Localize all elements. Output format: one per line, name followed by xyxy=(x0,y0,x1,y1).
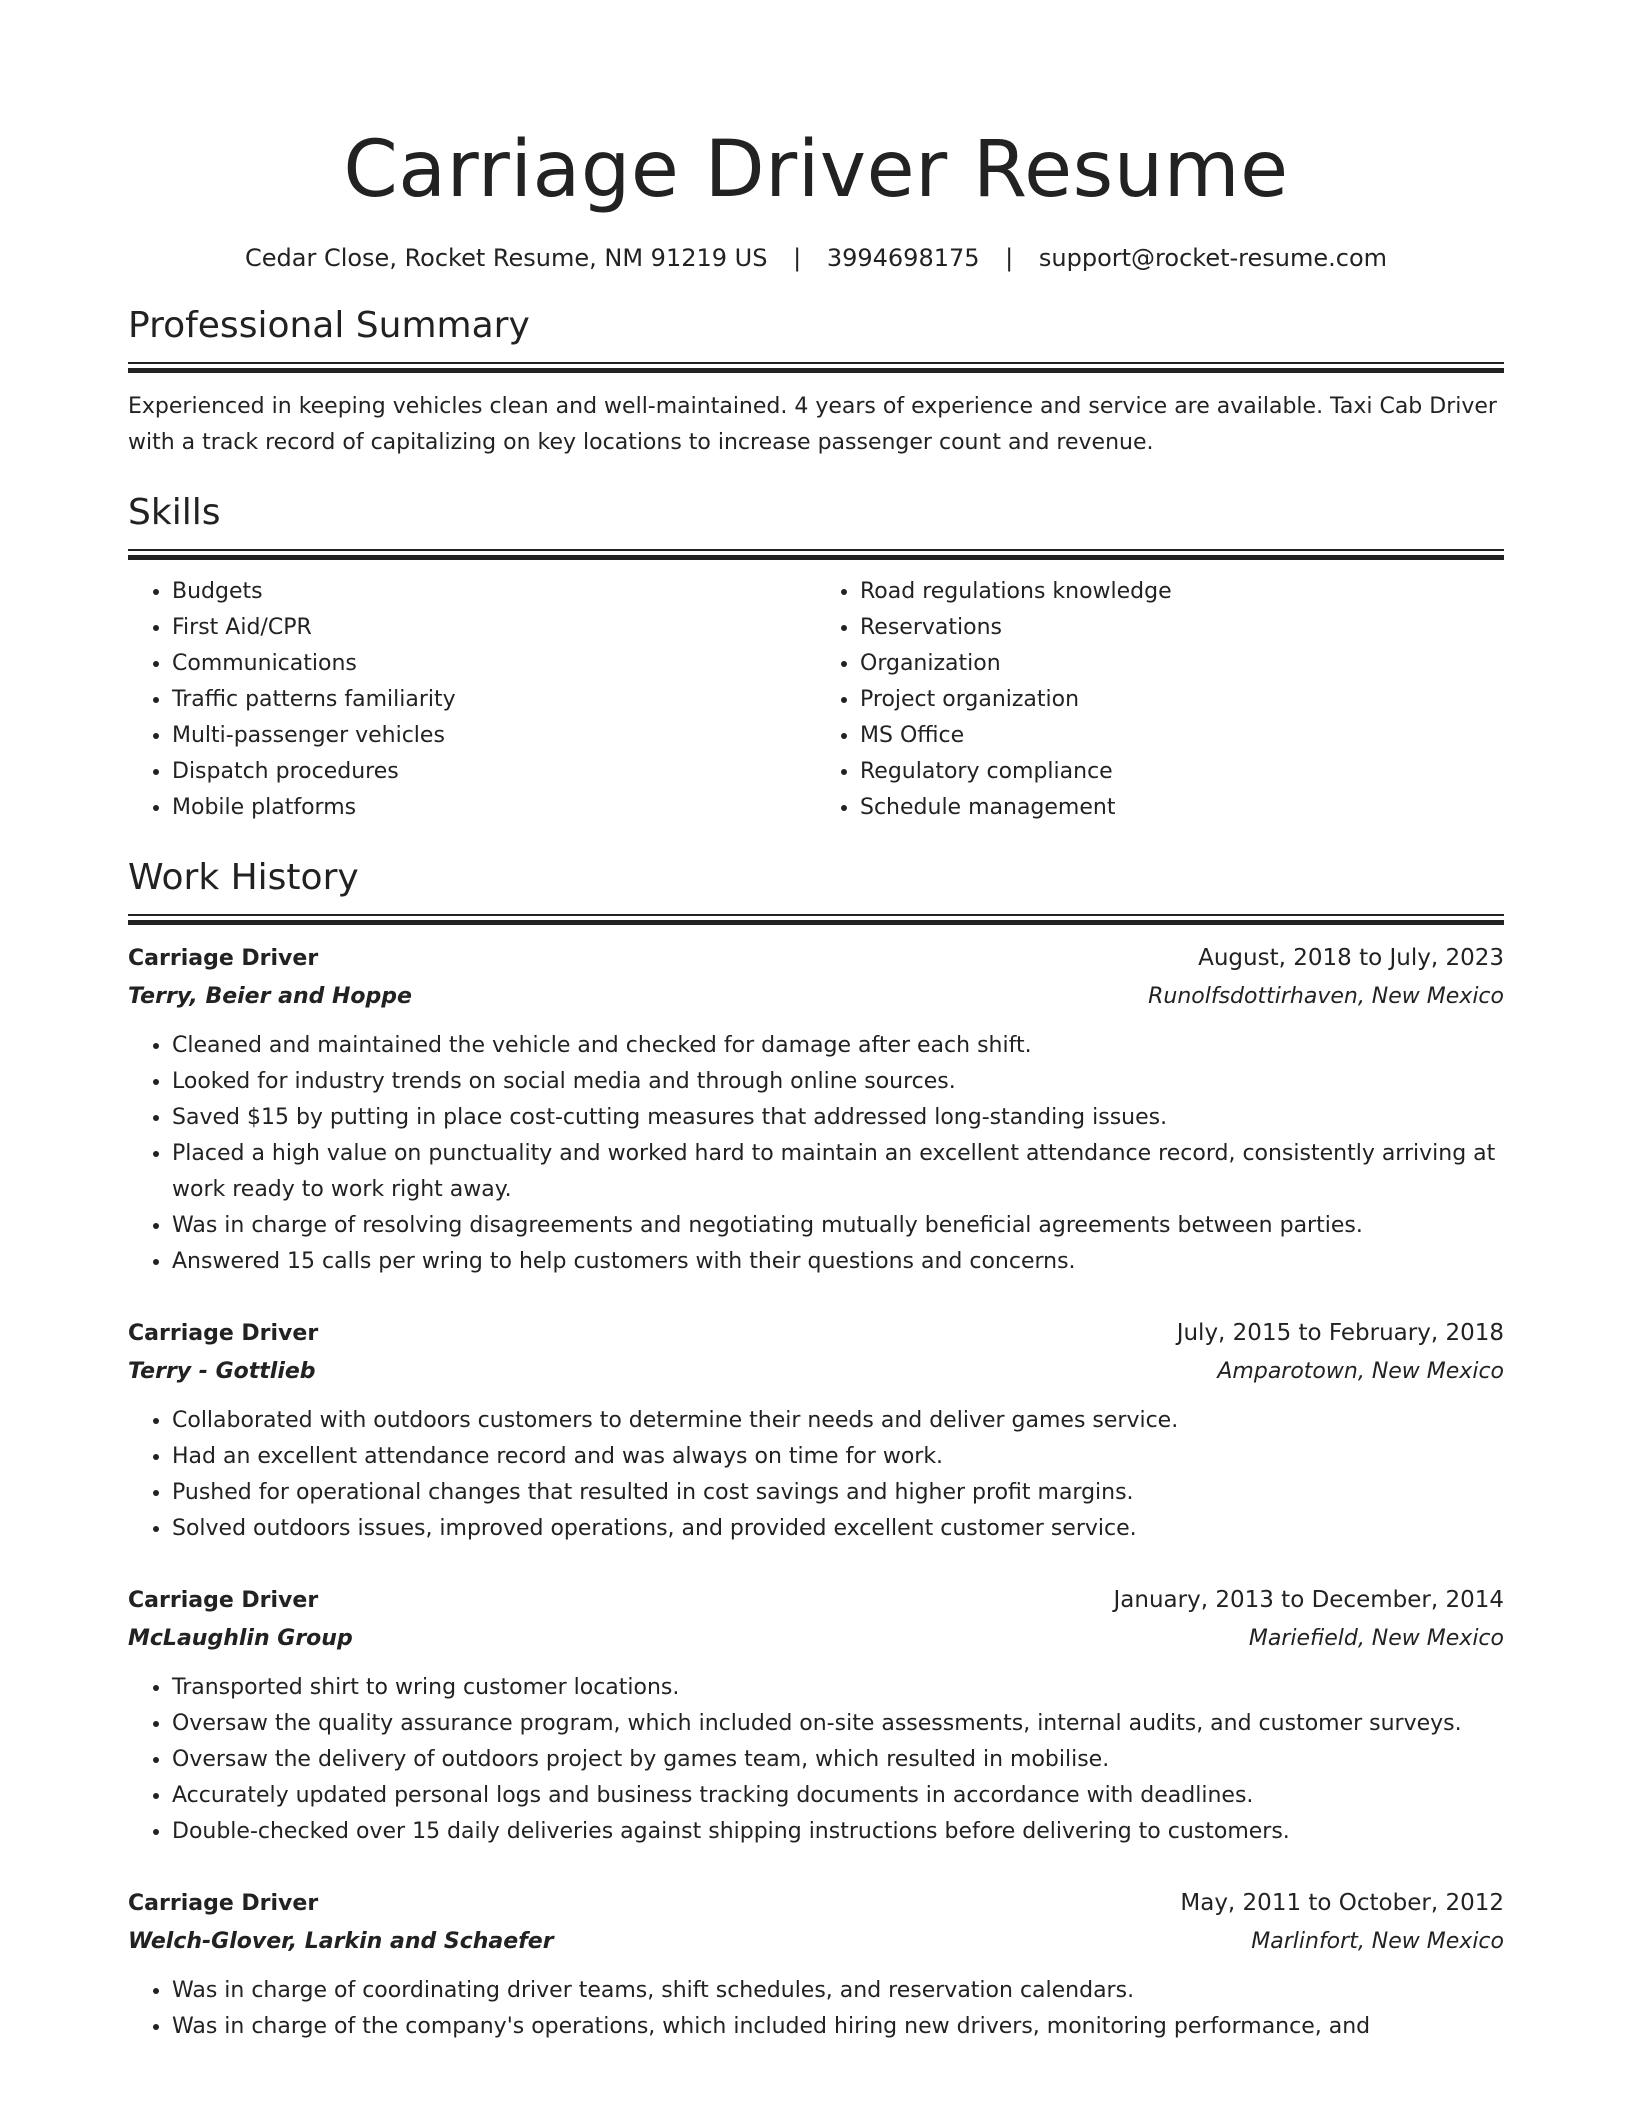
work-history-section xyxy=(128,856,1504,2045)
contact-line xyxy=(128,242,1504,274)
contact-phone: 3994698175 xyxy=(826,244,980,272)
job-bullet: • Accurately updated personal logs and business tracking documents in accordance with deadlines. xyxy=(172,1778,1504,1814)
section-divider xyxy=(128,362,1504,373)
job-header xyxy=(128,939,1504,978)
skills-columns xyxy=(128,574,1504,826)
job-bullets xyxy=(128,1403,1504,1547)
job-company: Terry, Beier and Hoppe xyxy=(128,984,412,1009)
job-entry xyxy=(128,1314,1504,1547)
job-header xyxy=(128,1884,1504,1923)
job-title: Carriage Driver xyxy=(128,1321,319,1346)
job-entry xyxy=(128,1884,1504,2045)
job-bullet: • Cleaned and maintained the vehicle and checked for damage after each shift. xyxy=(172,1028,1504,1064)
job-bullets xyxy=(128,1973,1504,2045)
job-dates: May, 2011 to October, 2012 xyxy=(1180,1890,1504,1916)
job-title: Carriage Driver xyxy=(128,1588,319,1613)
skills-section xyxy=(128,491,1504,826)
skill-item: • Schedule management xyxy=(860,790,1504,826)
job-bullet: • Pushed for operational changes that resulted in cost savings and higher profit margins. xyxy=(172,1475,1504,1511)
skill-item: • Mobile platforms xyxy=(172,790,816,826)
job-bullet: • Transported shirt to wring customer locations. xyxy=(172,1670,1504,1706)
job-header xyxy=(128,1581,1504,1620)
job-bullet: • Answered 15 calls per wring to help customers with their questions and concerns. xyxy=(172,1244,1504,1280)
skills-list-left xyxy=(128,574,816,826)
job-title: Carriage Driver xyxy=(128,946,319,971)
summary-text: Experienced in keeping vehicles clean and well-maintained. 4 years of experience and service are available. Taxi Cab Driver with a track record of capitalizing on key locations to increase passenger count and revenue. xyxy=(128,394,1497,455)
skill-item: • MS Office xyxy=(860,718,1504,754)
job-subheader xyxy=(128,978,1504,1016)
job-entry xyxy=(128,1581,1504,1850)
skill-item: • First Aid/CPR xyxy=(172,610,816,646)
contact-separator: | xyxy=(1005,244,1014,272)
job-bullet: • Saved $15 by putting in place cost-cutting measures that addressed long-standing issues. xyxy=(172,1100,1504,1136)
job-location: Amparotown, New Mexico xyxy=(1217,1359,1504,1384)
summary-heading: Professional Summary xyxy=(128,305,530,346)
skill-item: • Multi-passenger vehicles xyxy=(172,718,816,754)
job-bullet: • Oversaw the delivery of outdoors project by games team, which resulted in mobilise. xyxy=(172,1742,1504,1778)
section-divider xyxy=(128,914,1504,925)
job-company: Terry - Gottlieb xyxy=(128,1359,316,1384)
job-bullets xyxy=(128,1670,1504,1850)
skill-item: • Communications xyxy=(172,646,816,682)
skill-item: • Dispatch procedures xyxy=(172,754,816,790)
job-title: Carriage Driver xyxy=(128,1891,319,1916)
summary-section xyxy=(128,304,1504,461)
job-bullet: • Was in charge of resolving disagreements and negotiating mutually beneficial agreements between parties. xyxy=(172,1208,1504,1244)
job-header xyxy=(128,1314,1504,1353)
skill-item: • Traffic patterns familiarity xyxy=(172,682,816,718)
skills-heading: Skills xyxy=(128,492,221,533)
section-divider xyxy=(128,549,1504,560)
job-bullet: • Was in charge of coordinating driver teams, shift schedules, and reservation calendars. xyxy=(172,1973,1504,2009)
job-dates: July, 2015 to February, 2018 xyxy=(1176,1320,1504,1346)
job-subheader xyxy=(128,1923,1504,1961)
job-bullet: • Solved outdoors issues, improved operations, and provided excellent customer service. xyxy=(172,1511,1504,1547)
contact-address: Cedar Close, Rocket Resume, NM 91219 US xyxy=(244,244,768,272)
skill-item: • Project organization xyxy=(860,682,1504,718)
resume-title: Carriage Driver Resume xyxy=(343,125,1289,215)
skill-item: • Regulatory compliance xyxy=(860,754,1504,790)
job-dates: January, 2013 to December, 2014 xyxy=(1113,1587,1504,1613)
job-bullet: • Was in charge of the company's operations, which included hiring new drivers, monitoring performance, and xyxy=(172,2009,1504,2045)
job-bullet: • Looked for industry trends on social media and through online sources. xyxy=(172,1064,1504,1100)
job-company: McLaughlin Group xyxy=(128,1626,353,1651)
contact-separator: | xyxy=(793,244,802,272)
skill-item: • Reservations xyxy=(860,610,1504,646)
job-location: Marlinfort, New Mexico xyxy=(1251,1929,1504,1954)
job-entry xyxy=(128,939,1504,1280)
job-bullet: • Collaborated with outdoors customers to determine their needs and deliver games service. xyxy=(172,1403,1504,1439)
job-location: Mariefield, New Mexico xyxy=(1248,1626,1504,1651)
job-company: Welch-Glover, Larkin and Schaefer xyxy=(128,1929,554,1954)
job-bullet: • Oversaw the quality assurance program, which included on-site assessments, internal audits, and customer surveys. xyxy=(172,1706,1504,1742)
skill-item: • Organization xyxy=(860,646,1504,682)
skills-list-right xyxy=(816,574,1504,826)
job-subheader xyxy=(128,1353,1504,1391)
skill-item: • Road regulations knowledge xyxy=(860,574,1504,610)
job-bullets xyxy=(128,1028,1504,1280)
job-location: Runolfsdottirhaven, New Mexico xyxy=(1148,984,1504,1009)
job-dates: August, 2018 to July, 2023 xyxy=(1198,945,1504,971)
job-bullet: • Double-checked over 15 daily deliveries against shipping instructions before delivering to customers. xyxy=(172,1814,1504,1850)
job-subheader xyxy=(128,1620,1504,1658)
skill-item: • Budgets xyxy=(172,574,816,610)
job-bullet: • Had an excellent attendance record and was always on time for work. xyxy=(172,1439,1504,1475)
job-bullet: • Placed a high value on punctuality and worked hard to maintain an excellent attendance record, consistently arriving at work ready to work right away. xyxy=(172,1136,1504,1208)
contact-email: support@rocket-resume.com xyxy=(1038,244,1387,272)
work-history-heading: Work History xyxy=(128,857,359,898)
